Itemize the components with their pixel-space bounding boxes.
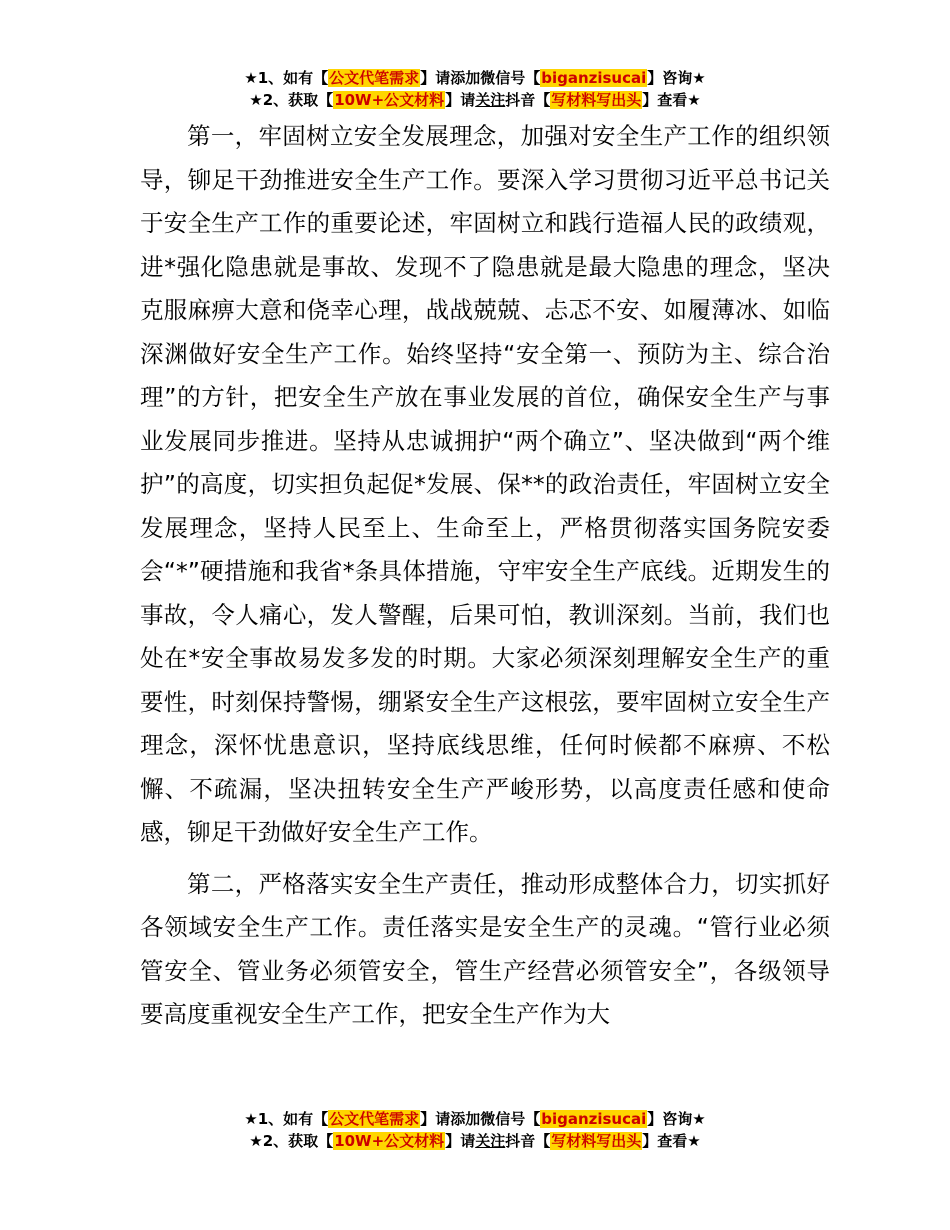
footer-banner-line-1: ★1、如有【公文代笔需求】请添加微信号【biganzisucai】咨询★ [244,1110,706,1128]
highlight-ghostwriting: 公文代笔需求 [329,1110,420,1128]
highlight-douyin-account: 写材料写出头 [551,1132,642,1150]
highlight-wechat-id: biganzisucai [541,1110,647,1128]
document-body [140,115,830,1037]
paragraph-1: 第一，牢固树立安全发展理念，加强对安全生产工作的组织领导，铆足干劲推进安全生产工作。要深入学习贯彻习近平总书记关于安全生产工作的重要论述，牢固树立和践行造福人民的政绩观，进*强化隐患就是事故、发现不了隐患就是最大隐患的理念，坚决克服麻痹大意和侥幸心理，战战兢兢、忐忑不安、如履薄冰、如临深渊做好安全生产工作。始终坚持“安全第一、预防为主、综合治理”的方针，把安全生产放在事业发展的首位，确保安全生产与事业发展同步推进。坚持从忠诚拥护“两个确立”、坚决做到“两个维护”的高度，切实担负起促*发展、保**的政治责任，牢固树立安全发展理念，坚持人民至上、生命至上，严格贯彻落实国务院安委会“*”硬措施和我省*条具体措施，守牢安全生产底线。近期发生的事故，令人痛心，发人警醒，后果可怕，教训深刻。当前，我们也处在*安全事故易发多发的时期。大家必须深刻理解安全生产的重要性，时刻保持警惕，绷紧安全生产这根弦，要牢固树立安全生产理念，深怀忧患意识，坚持底线思维，任何时候都不麻痹、不松懈、不疏漏，坚决扭转安全生产严峻形势，以高度责任感和使命感，铆足干劲做好安全生产工作。 [140,122,830,846]
highlight-douyin-account: 写材料写出头 [551,91,642,109]
highlight-wechat-id: biganzisucai [541,69,647,87]
footer-banner [0,1108,950,1152]
footer-banner-line-2: ★2、获取【10W+公文材料】请关注抖音【写材料写出头】查看★ [249,1132,701,1150]
highlight-ghostwriting: 公文代笔需求 [329,69,420,87]
header-banner-line-1: ★1、如有【公文代笔需求】请添加微信号【biganzisucai】咨询★ [244,69,706,87]
header-banner [0,67,950,111]
header-banner-line-2: ★2、获取【10W+公文材料】请关注抖音【写材料写出头】查看★ [249,91,701,109]
highlight-materials: 10W+公文材料 [334,1132,445,1150]
highlight-materials: 10W+公文材料 [334,91,445,109]
paragraph-2: 第二，严格落实安全生产责任，推动形成整体合力，切实抓好各领域安全生产工作。责任落实是安全生产的灵魂。“管行业必须管安全、管业务必须管安全，管生产经营必须管安全”，各级领导要高度重视安全生产工作，把安全生产作为大 [140,869,830,1028]
